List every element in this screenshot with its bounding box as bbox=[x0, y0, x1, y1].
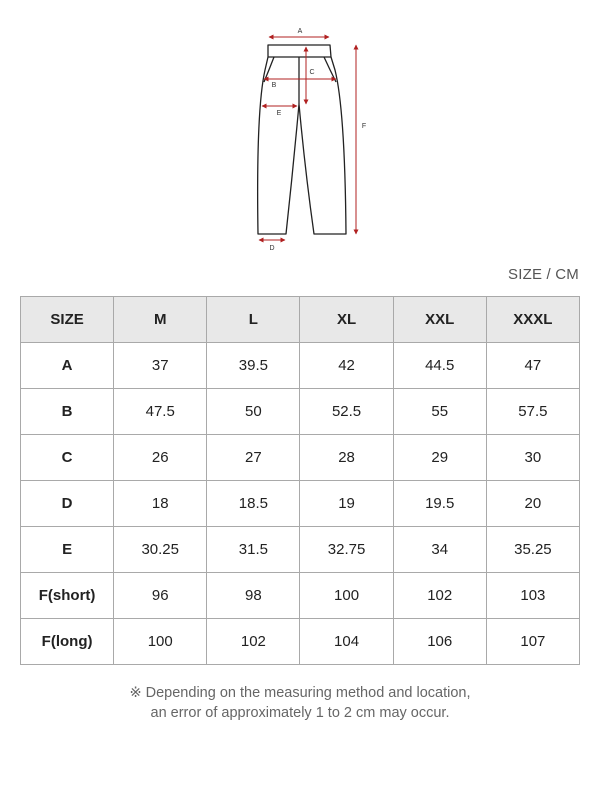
table-row bbox=[21, 573, 580, 619]
table-cell: 47 bbox=[486, 343, 579, 389]
table-cell: 30.25 bbox=[114, 527, 207, 573]
table-cell: 18.5 bbox=[207, 481, 300, 527]
row-label: A bbox=[21, 343, 114, 389]
row-label: E bbox=[21, 527, 114, 573]
table-cell: 19.5 bbox=[393, 481, 486, 527]
table-cell: 100 bbox=[114, 619, 207, 665]
table-cell: 19 bbox=[300, 481, 393, 527]
row-label: F(short) bbox=[21, 573, 114, 619]
table-cell: 103 bbox=[486, 573, 579, 619]
table-cell: 34 bbox=[393, 527, 486, 573]
header-cell: L bbox=[207, 297, 300, 343]
table-header-row bbox=[21, 297, 580, 343]
table-row bbox=[21, 481, 580, 527]
table-row bbox=[21, 389, 580, 435]
header-cell: XXXL bbox=[486, 297, 579, 343]
label-e: E bbox=[276, 110, 282, 117]
label-a: A bbox=[297, 28, 303, 35]
note-line-1: ※ Depending on the measuring method and location, bbox=[129, 685, 471, 701]
row-label: B bbox=[21, 389, 114, 435]
table-cell: 30 bbox=[486, 435, 579, 481]
table-row bbox=[21, 619, 580, 665]
header-cell: SIZE bbox=[21, 297, 114, 343]
table-cell: 28 bbox=[300, 435, 393, 481]
size-table bbox=[20, 296, 580, 665]
table-cell: 102 bbox=[393, 573, 486, 619]
table-cell: 47.5 bbox=[114, 389, 207, 435]
table-row bbox=[21, 527, 580, 573]
unit-label: SIZE / CM bbox=[508, 266, 579, 283]
header-cell: XL bbox=[300, 297, 393, 343]
table-cell: 32.75 bbox=[300, 527, 393, 573]
row-label: F(long) bbox=[21, 619, 114, 665]
table-cell: 104 bbox=[300, 619, 393, 665]
table-cell: 50 bbox=[207, 389, 300, 435]
table-cell: 20 bbox=[486, 481, 579, 527]
table-cell: 96 bbox=[114, 573, 207, 619]
table-cell: 35.25 bbox=[486, 527, 579, 573]
table-cell: 106 bbox=[393, 619, 486, 665]
header-cell: M bbox=[114, 297, 207, 343]
table-cell: 107 bbox=[486, 619, 579, 665]
table-row bbox=[21, 435, 580, 481]
table-cell: 37 bbox=[114, 343, 207, 389]
table-cell: 52.5 bbox=[300, 389, 393, 435]
table-cell: 31.5 bbox=[207, 527, 300, 573]
table-cell: 102 bbox=[207, 619, 300, 665]
measurement-arrows bbox=[259, 37, 356, 240]
table-cell: 29 bbox=[393, 435, 486, 481]
table-cell: 18 bbox=[114, 481, 207, 527]
pants-outline bbox=[258, 45, 346, 234]
table-cell: 27 bbox=[207, 435, 300, 481]
table-cell: 100 bbox=[300, 573, 393, 619]
table-cell: 57.5 bbox=[486, 389, 579, 435]
pants-measurement-diagram bbox=[0, 0, 600, 262]
table-row bbox=[21, 343, 580, 389]
table-cell: 26 bbox=[114, 435, 207, 481]
row-label: C bbox=[21, 435, 114, 481]
note-line-2: an error of approximately 1 to 2 cm may occur. bbox=[150, 705, 450, 721]
label-f: F bbox=[361, 123, 367, 130]
table-cell: 42 bbox=[300, 343, 393, 389]
label-d: D bbox=[269, 245, 275, 252]
table-cell: 55 bbox=[393, 389, 486, 435]
measurement-note bbox=[0, 683, 600, 723]
table-cell: 39.5 bbox=[207, 343, 300, 389]
table-cell: 98 bbox=[207, 573, 300, 619]
row-label: D bbox=[21, 481, 114, 527]
label-c: C bbox=[309, 69, 315, 76]
label-b: B bbox=[271, 82, 277, 89]
table-cell: 44.5 bbox=[393, 343, 486, 389]
header-cell: XXL bbox=[393, 297, 486, 343]
